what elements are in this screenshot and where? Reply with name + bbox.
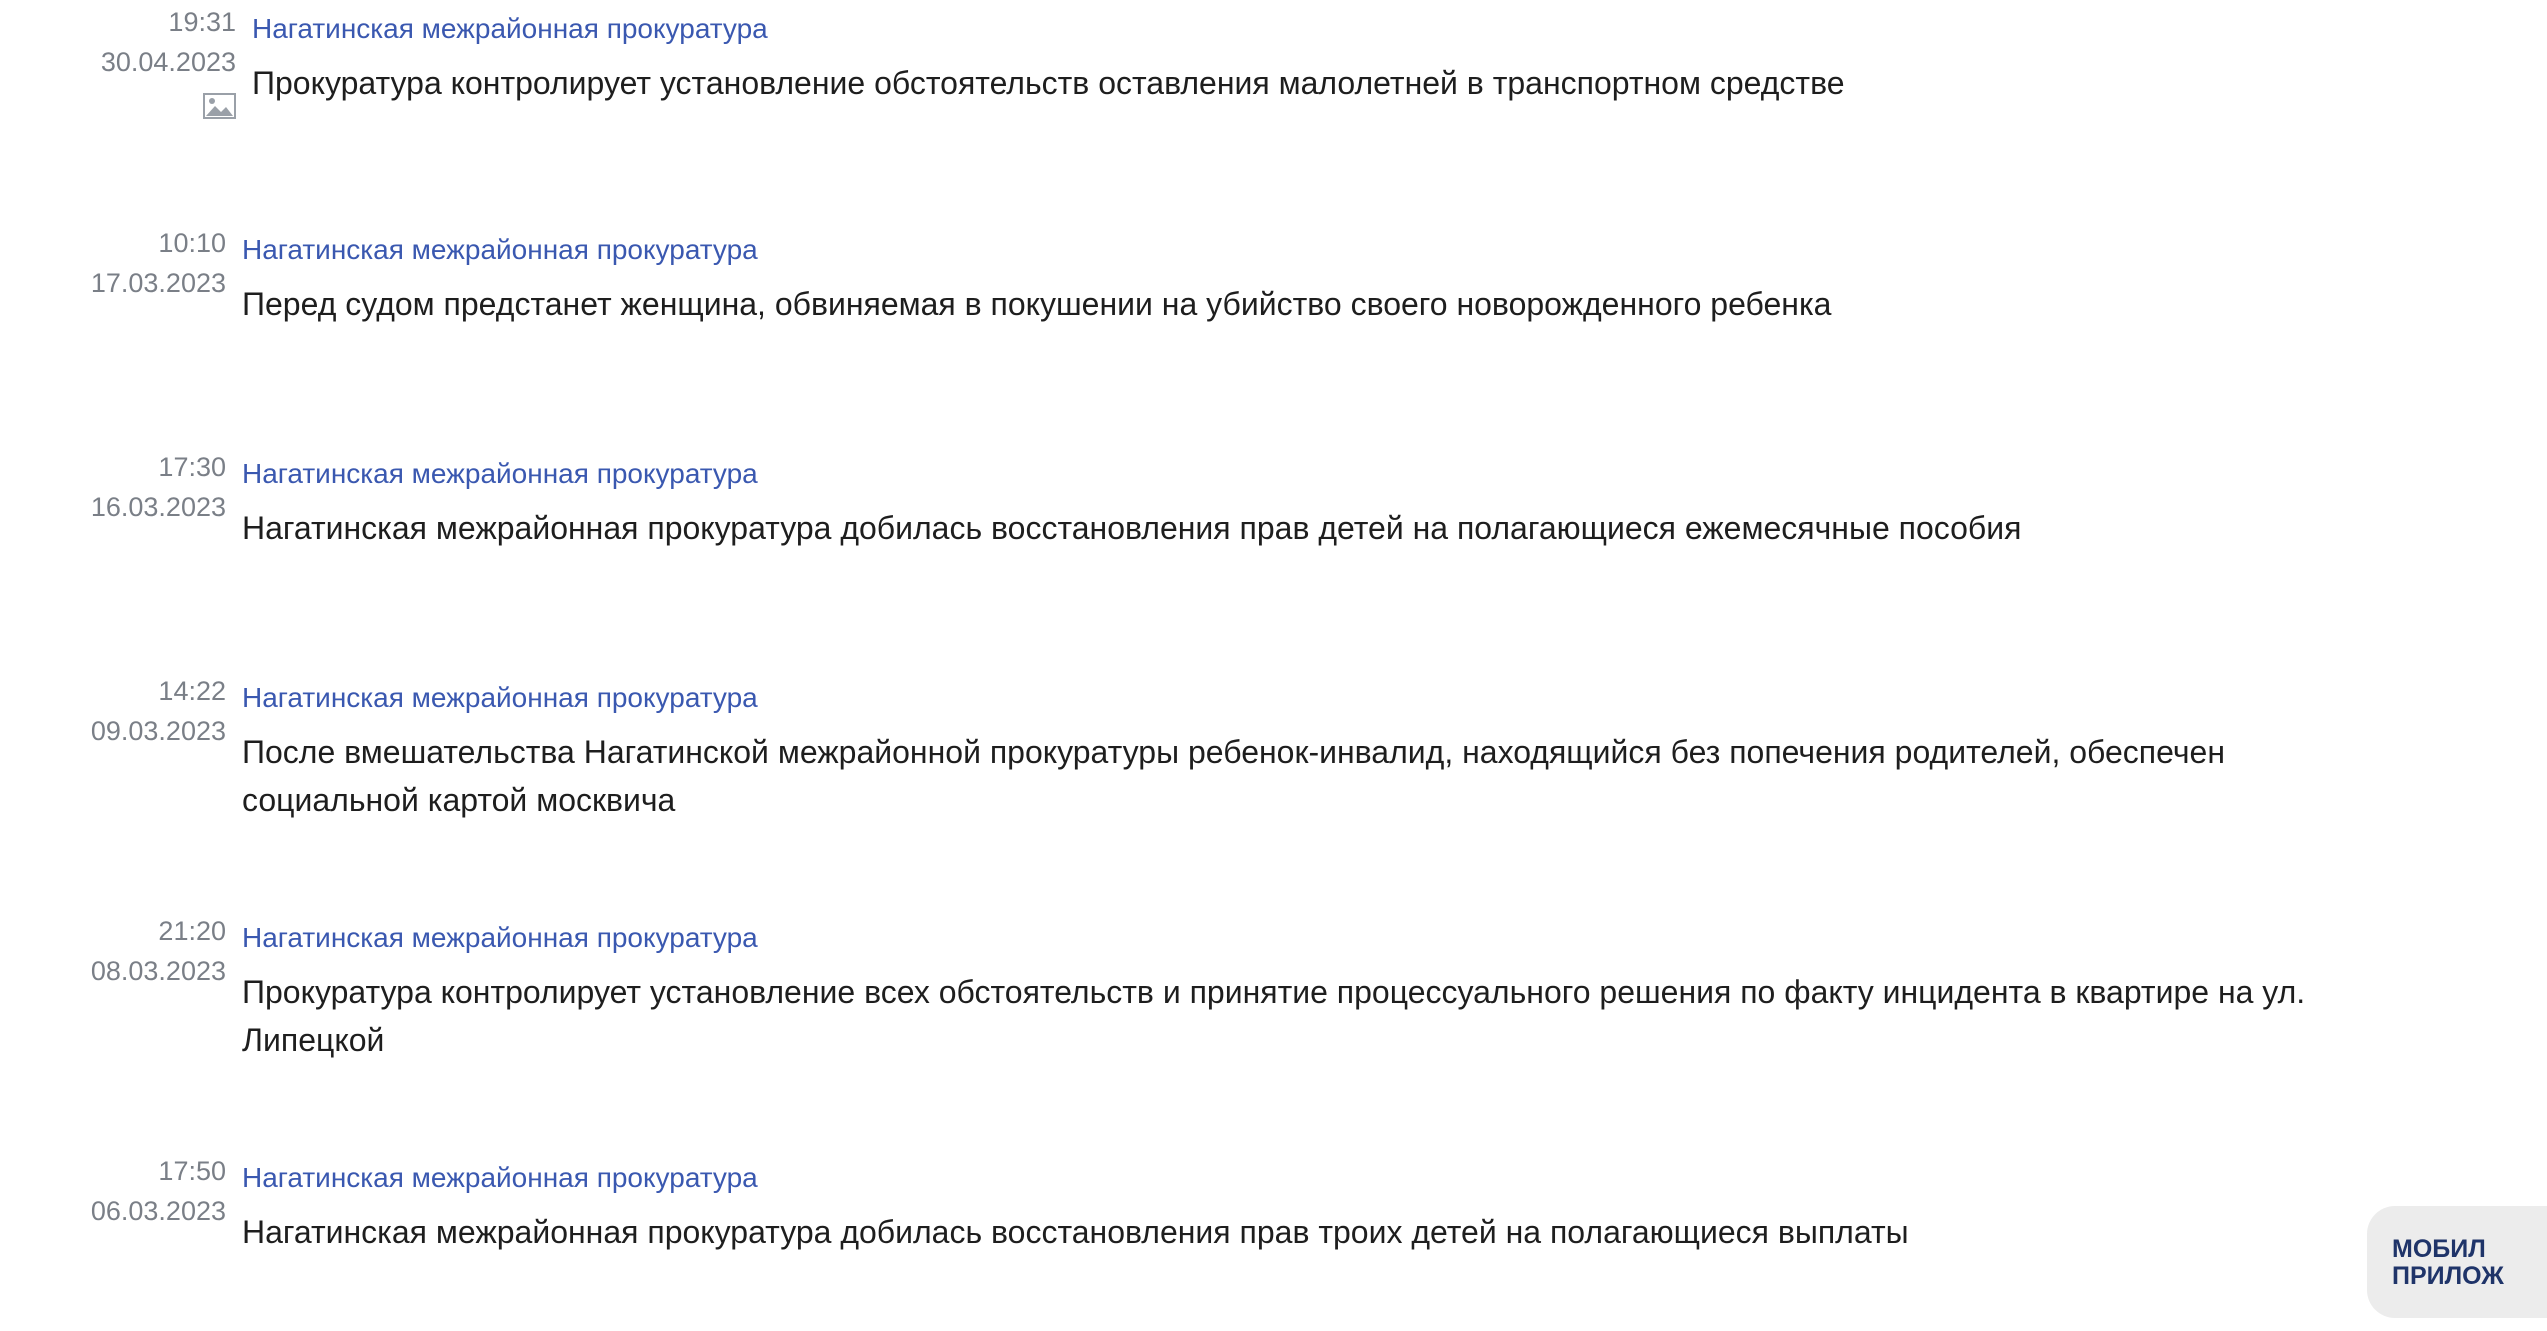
news-content: [252, 9, 2400, 107]
news-time: 10:10: [158, 228, 226, 258]
news-date: 08.03.2023: [90, 956, 226, 986]
news-date: 30.04.2023: [100, 47, 236, 77]
mobile-app-badge[interactable]: [2367, 1206, 2547, 1318]
news-time: 14:22: [158, 676, 226, 706]
news-content: [242, 454, 2400, 552]
news-meta: [0, 1151, 226, 1231]
news-meta: [0, 2, 236, 130]
news-source-link[interactable]: Нагатинская межрайонная прокуратура: [242, 458, 758, 489]
news-date: 17.03.2023: [90, 268, 226, 298]
news-source-link[interactable]: Нагатинская межрайонная прокуратура: [242, 1162, 758, 1193]
news-headline-link[interactable]: Перед судом предстанет женщина, обвиняемая в покушении на убийство своего новорожденного ребенка: [242, 286, 1832, 322]
news-content: [242, 1158, 2400, 1256]
news-meta: [0, 671, 226, 751]
news-headline-link[interactable]: Нагатинская межрайонная прокуратура добилась восстановления прав троих детей на полагающиеся выплаты: [242, 1214, 1909, 1250]
news-headline-line: Прокуратура контролирует установление всех обстоятельств и принятие процессуального решения по факту инцидента в квартире на ул.: [242, 974, 2306, 1010]
news-headline-link[interactable]: [242, 968, 2400, 1064]
news-meta: [0, 911, 226, 991]
news-source-link[interactable]: Нагатинская межрайонная прокуратура: [242, 682, 758, 713]
news-headline-link[interactable]: [242, 728, 2400, 824]
news-time: 17:50: [158, 1156, 226, 1186]
news-content: [242, 230, 2400, 328]
news-date: 16.03.2023: [90, 492, 226, 522]
news-headline-link[interactable]: Нагатинская межрайонная прокуратура добилась восстановления прав детей на полагающиеся ежемесячные пособия: [242, 510, 2022, 546]
news-source-link[interactable]: Нагатинская межрайонная прокуратура: [252, 13, 768, 44]
mobile-app-badge-line: МОБИЛ: [2392, 1235, 2486, 1263]
news-content: [242, 678, 2400, 824]
news-time: 19:31: [168, 7, 236, 37]
news-time: 17:30: [158, 452, 226, 482]
news-date: 09.03.2023: [90, 716, 226, 746]
image-icon: [203, 90, 236, 116]
news-headline-line: После вмешательства Нагатинской межрайонной прокуратуры ребенок-инвалид, находящийся без попечения родителей, обеспечен: [242, 734, 2225, 770]
news-headline-link[interactable]: Прокуратура контролирует установление обстоятельств оставления малолетней в транспортном средстве: [252, 65, 1845, 101]
news-meta: [0, 223, 226, 303]
news-headline-line: Липецкой: [242, 1022, 385, 1058]
news-content: [242, 918, 2400, 1064]
news-headline-line: социальной картой москвича: [242, 782, 676, 818]
mobile-app-badge-line: ПРИЛОЖ: [2392, 1262, 2504, 1290]
news-source-link[interactable]: Нагатинская межрайонная прокуратура: [242, 234, 758, 265]
news-meta: [0, 447, 226, 527]
news-source-link[interactable]: Нагатинская межрайонная прокуратура: [242, 922, 758, 953]
news-time: 21:20: [158, 916, 226, 946]
news-date: 06.03.2023: [90, 1196, 226, 1226]
